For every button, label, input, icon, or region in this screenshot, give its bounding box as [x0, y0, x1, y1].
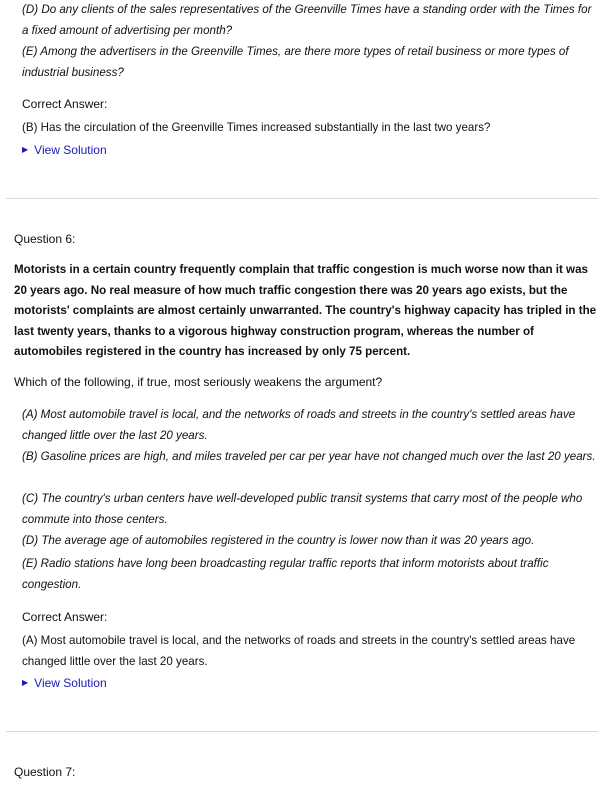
- question-6-stimulus: Motorists in a certain country frequently complain that traffic congestion is much worse now than it was 20 years ago. No real measure of how much traffic congestion there was 20 years ago exists, but the motorists' complaints are almost certainly unwarranted. The country's highway capacity has tripled in the last twenty years, thanks to a vigorous highway construction program, whereas the number of automobiles registered in the country has increased by only 75 percent.: [14, 263, 597, 359]
- triangle-right-icon: ▶: [22, 144, 29, 154]
- prev-option-d: (D) Do any clients of the sales representatives of the Greenville Times have a standing order with the Times for a fixed amount of advertising per month?: [22, 3, 592, 37]
- prev-option-e: (E) Among the advertisers in the Greenville Times, are there more types of retail business or more types of industrial business?: [22, 45, 569, 79]
- question-6-view-solution-toggle[interactable]: [22, 676, 107, 690]
- prev-correct-answer-text: (B) Has the circulation of the Greenville Times increased substantially in the last two years?: [22, 121, 491, 134]
- question-6-view-solution-label: View Solution: [34, 676, 107, 690]
- question-6-option-a: (A) Most automobile travel is local, and the networks of roads and streets in the country's settled areas have changed little over the last 20 years.: [22, 408, 576, 442]
- section-divider: [6, 731, 598, 732]
- question-6-prompt: Which of the following, if true, most seriously weakens the argument?: [14, 375, 383, 389]
- triangle-right-icon: ▶: [22, 677, 29, 687]
- question-6-correct-answer-text: (A) Most automobile travel is local, and the networks of roads and streets in the country's settled areas have changed little over the last 20 years.: [22, 634, 576, 668]
- question-6-option-b: (B) Gasoline prices are high, and miles traveled per car per year have not changed much over the last 20 years.: [22, 450, 596, 463]
- prev-view-solution-toggle[interactable]: [22, 143, 107, 157]
- prev-correct-answer-label: Correct Answer:: [22, 97, 108, 111]
- question-6-correct-answer-label: Correct Answer:: [22, 610, 108, 624]
- question-6-option-c: (C) The country's urban centers have well-developed public transit systems that carry most of the people who commute into those centers.: [22, 492, 583, 526]
- question-6-title: Question 6:: [14, 232, 76, 246]
- question-6-option-d: (D) The average age of automobiles registered in the country is lower now than it was 20 years ago.: [22, 534, 535, 547]
- question-6-option-e: (E) Radio stations have long been broadcasting regular traffic reports that inform motorists about traffic congestion.: [22, 557, 549, 591]
- prev-view-solution-label: View Solution: [34, 143, 107, 157]
- question-7-title: Question 7:: [14, 765, 76, 779]
- section-divider: [6, 198, 598, 199]
